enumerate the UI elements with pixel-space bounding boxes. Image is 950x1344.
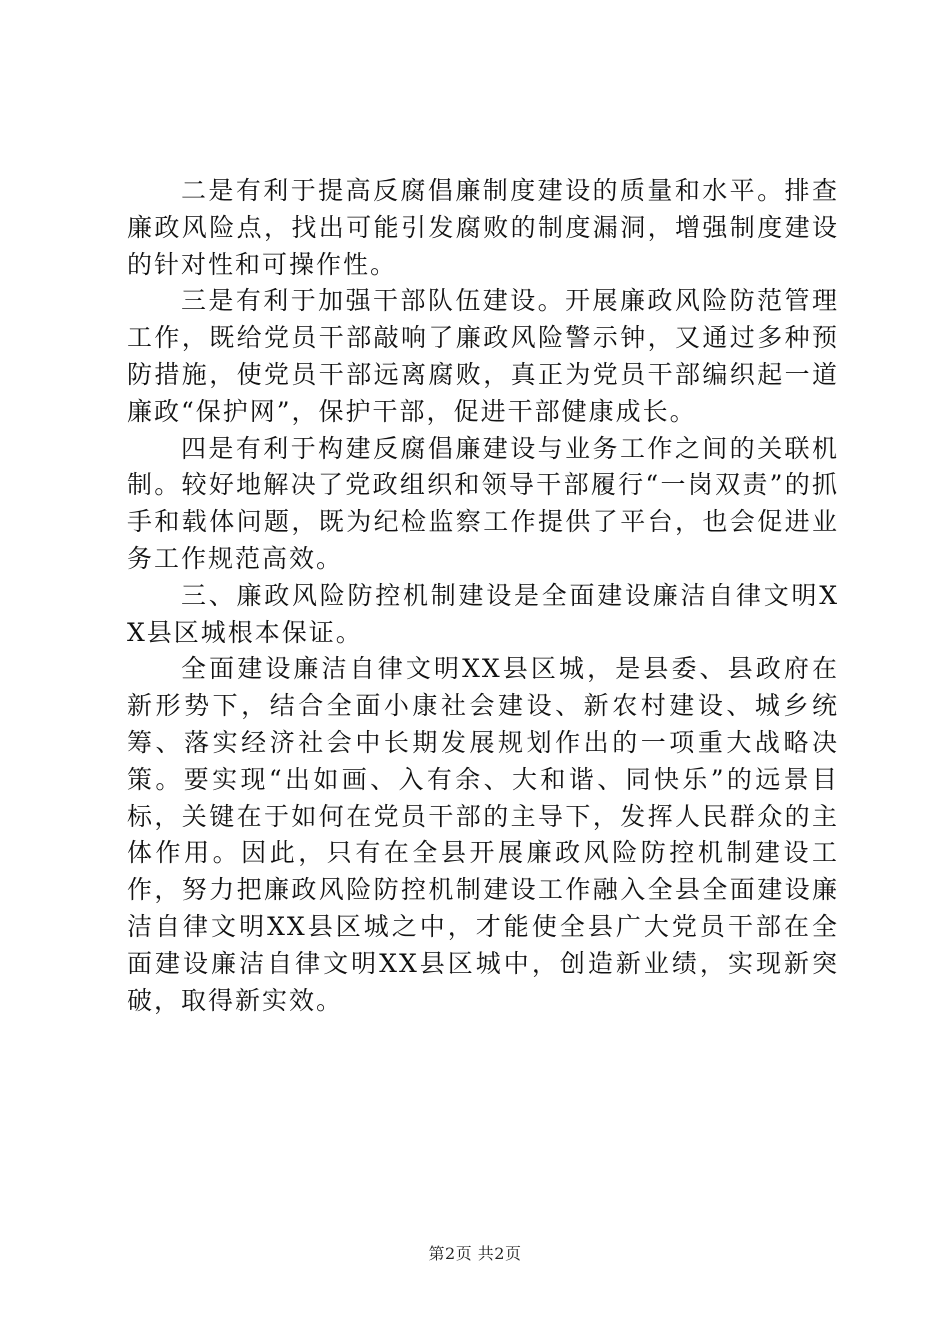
- page-footer: 第2页 共2页: [428, 1244, 522, 1263]
- paragraph-conclusion: 全面建设廉洁自律文明XX县区城，是县委、县政府在新形势下，结合全面小康社会建设、新农村建设、城乡统筹、落实经济社会中长期发展规划作出的一项重大战略决策。要实现“出如画、入有余、大和谐、同快乐”的远景目标，关键在于如何在党员干部的主导下，发挥人民群众的主体作用。因此，只有在全县开展廉政风险防控机制建设工作，努力把廉政风险防控机制建设工作融入全县全面建设廉洁自律文明XX县区城之中，才能使全县广大党员干部在全面建设廉洁自律文明XX县区城中，创造新业绩，实现新突破，取得新实效。: [127, 654, 839, 1015]
- document-body: [127, 173, 839, 1019]
- paragraph-2-point-two: 二是有利于提高反腐倡廉制度建设的质量和水平。排查廉政风险点，找出可能引发腐败的制度漏洞，增强制度建设的针对性和可操作性。: [127, 176, 839, 279]
- section-heading-three: 三、廉政风险防控机制建设是全面建设廉洁自律文明XX县区城根本保证。: [127, 580, 839, 647]
- paragraph-3-point-three: 三是有利于加强干部队伍建设。开展廉政风险防范管理工作，既给党员干部敲响了廉政风险警示钟，又通过多种预防措施，使党员干部远离腐败，真正为党员干部编织起一道廉政“保护网”，保护干部，促进干部健康成长。: [127, 286, 839, 426]
- paragraph-4-point-four: 四是有利于构建反腐倡廉建设与业务工作之间的关联机制。较好地解决了党政组织和领导干部履行“一岗双责”的抓手和载体问题，既为纪检监察工作提供了平台，也会促进业务工作规范高效。: [127, 433, 839, 573]
